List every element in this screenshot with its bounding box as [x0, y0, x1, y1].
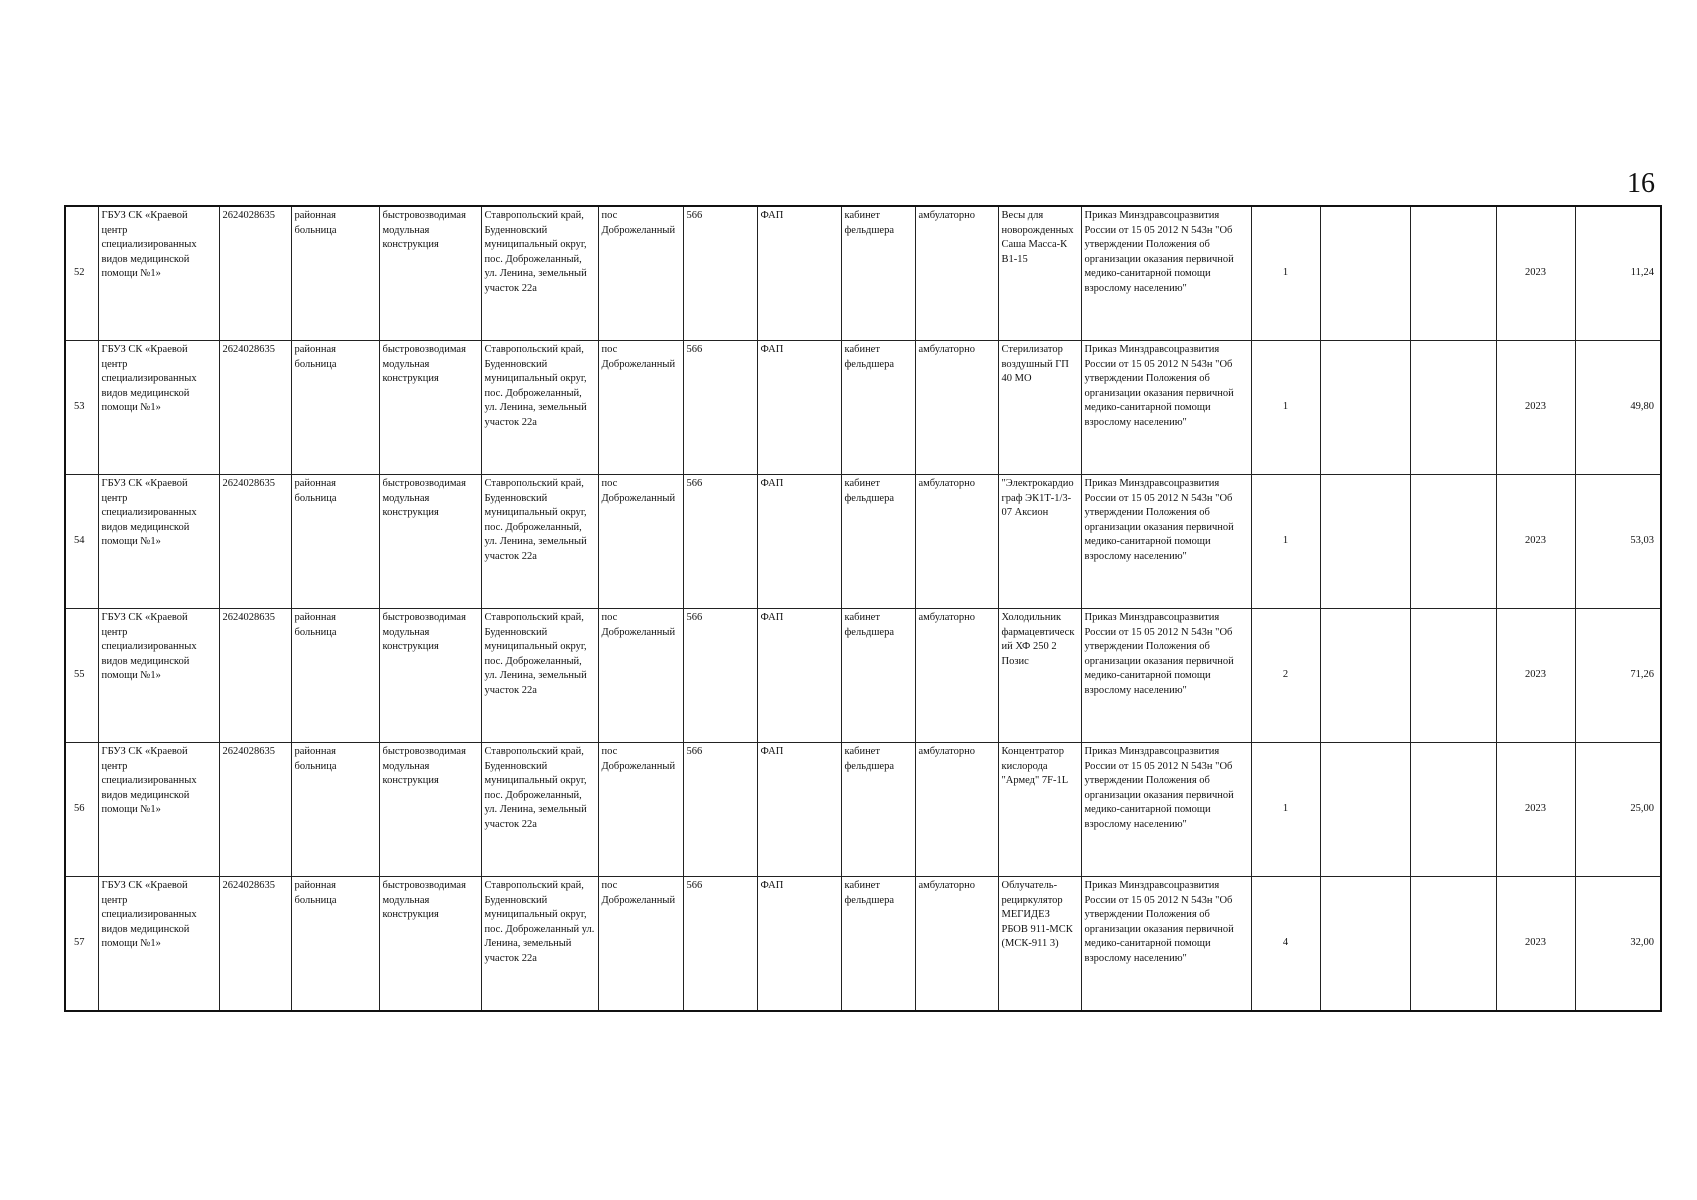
unit-cell: ФАП — [757, 743, 841, 877]
room-cell: кабинет фельдшера — [841, 877, 915, 1012]
order-cell: Приказ Минздравсоцразвития России от 15 05 2012 N 543н "Об утверждении Положения об организации оказания первичной медико-санитарной помощи взрослому населению" — [1081, 877, 1251, 1012]
room-cell: кабинет фельдшера — [841, 341, 915, 475]
inn-cell: 2624028635 — [219, 206, 291, 341]
quantity-cell: 1 — [1251, 206, 1320, 341]
construction-cell: быстровозводимая модульная конструкция — [379, 341, 481, 475]
construction-cell: быстровозводимая модульная конструкция — [379, 206, 481, 341]
table-body — [65, 206, 1661, 1011]
row-number: 52 — [65, 206, 98, 341]
year-cell: 2023 — [1496, 206, 1575, 341]
organization-cell: ГБУЗ СК «Краевой центр специализированных видов медицинской помощи №1» — [98, 743, 219, 877]
row-number: 54 — [65, 475, 98, 609]
row-number: 53 — [65, 341, 98, 475]
construction-cell: быстровозводимая модульная конструкция — [379, 877, 481, 1012]
organization-cell: ГБУЗ СК «Краевой центр специализированных видов медицинской помощи №1» — [98, 341, 219, 475]
year-cell: 2023 — [1496, 877, 1575, 1012]
facility-type-cell: районная больница — [291, 341, 379, 475]
equipment-cell: Концентратор кислорода "Армед" 7F-1L — [998, 743, 1081, 877]
table-row — [65, 743, 1661, 877]
mode-cell: амбулаторно — [915, 877, 998, 1012]
address-cell: Ставропольский край, Буденновский муниципальный округ, пос. Доброжеланный, ул. Ленина, земельный участок 22а — [481, 475, 598, 609]
equipment-cell: Стерилизатор воздушный ГП 40 МО — [998, 341, 1081, 475]
order-cell: Приказ Минздравсоцразвития России от 15 05 2012 N 543н "Об утверждении Положения об организации оказания первичной медико-санитарной помощи взрослому населению" — [1081, 475, 1251, 609]
mode-cell: амбулаторно — [915, 609, 998, 743]
unit-cell: ФАП — [757, 475, 841, 609]
room-cell: кабинет фельдшера — [841, 475, 915, 609]
room-cell: кабинет фельдшера — [841, 609, 915, 743]
table-row — [65, 475, 1661, 609]
empty-cell — [1320, 206, 1410, 341]
inn-cell: 2624028635 — [219, 743, 291, 877]
code-cell: 566 — [683, 475, 757, 609]
amount-cell: 71,26 — [1575, 609, 1661, 743]
inn-cell: 2624028635 — [219, 609, 291, 743]
mode-cell: амбулаторно — [915, 475, 998, 609]
empty-cell — [1410, 609, 1496, 743]
register-table — [64, 205, 1662, 1012]
inn-cell: 2624028635 — [219, 877, 291, 1012]
year-cell: 2023 — [1496, 475, 1575, 609]
address-cell: Ставропольский край, Буденновский муниципальный округ, пос. Доброжеланный, ул. Ленина, земельный участок 22а — [481, 609, 598, 743]
address-cell: Ставропольский край, Буденновский муниципальный округ, пос. Доброжеланный ул. Ленина, земельный участок 22а — [481, 877, 598, 1012]
empty-cell — [1410, 743, 1496, 877]
facility-type-cell: районная больница — [291, 743, 379, 877]
unit-cell: ФАП — [757, 206, 841, 341]
table-row — [65, 206, 1661, 341]
empty-cell — [1320, 475, 1410, 609]
facility-type-cell: районная больница — [291, 609, 379, 743]
room-cell: кабинет фельдшера — [841, 743, 915, 877]
construction-cell: быстровозводимая модульная конструкция — [379, 609, 481, 743]
amount-cell: 25,00 — [1575, 743, 1661, 877]
quantity-cell: 1 — [1251, 475, 1320, 609]
organization-cell: ГБУЗ СК «Краевой центр специализированных видов медицинской помощи №1» — [98, 206, 219, 341]
order-cell: Приказ Минздравсоцразвития России от 15 05 2012 N 543н "Об утверждении Положения об организации оказания первичной медико-санитарной помощи взрослому населению" — [1081, 341, 1251, 475]
address-cell: Ставропольский край, Буденновский муниципальный округ, пос. Доброжеланный, ул. Ленина, земельный участок 22а — [481, 341, 598, 475]
table-row — [65, 609, 1661, 743]
construction-cell: быстровозводимая модульная конструкция — [379, 743, 481, 877]
mode-cell: амбулаторно — [915, 206, 998, 341]
row-number: 55 — [65, 609, 98, 743]
locality-cell: пос Доброжеланный — [598, 341, 683, 475]
code-cell: 566 — [683, 743, 757, 877]
organization-cell: ГБУЗ СК «Краевой центр специализированных видов медицинской помощи №1» — [98, 609, 219, 743]
locality-cell: пос Доброжеланный — [598, 877, 683, 1012]
code-cell: 566 — [683, 206, 757, 341]
amount-cell: 49,80 — [1575, 341, 1661, 475]
row-number: 57 — [65, 877, 98, 1012]
unit-cell: ФАП — [757, 609, 841, 743]
code-cell: 566 — [683, 609, 757, 743]
order-cell: Приказ Минздравсоцразвития России от 15 05 2012 N 543н "Об утверждении Положения об организации оказания первичной медико-санитарной помощи взрослому населению" — [1081, 206, 1251, 341]
empty-cell — [1320, 609, 1410, 743]
equipment-cell: Весы для новорожденных Саша Масса-К В1-15 — [998, 206, 1081, 341]
amount-cell: 53,03 — [1575, 475, 1661, 609]
mode-cell: амбулаторно — [915, 743, 998, 877]
facility-type-cell: районная больница — [291, 877, 379, 1012]
year-cell: 2023 — [1496, 609, 1575, 743]
code-cell: 566 — [683, 341, 757, 475]
year-cell: 2023 — [1496, 743, 1575, 877]
quantity-cell: 1 — [1251, 341, 1320, 475]
locality-cell: пос Доброжеланный — [598, 206, 683, 341]
empty-cell — [1410, 206, 1496, 341]
empty-cell — [1410, 475, 1496, 609]
facility-type-cell: районная больница — [291, 475, 379, 609]
equipment-cell: Облучатель-рециркулятор МЕГИДЕЗ РБОВ 911-МСК (МСК-911 3) — [998, 877, 1081, 1012]
facility-type-cell: районная больница — [291, 206, 379, 341]
address-cell: Ставропольский край, Буденновский муниципальный округ, пос. Доброжеланный, ул. Ленина, земельный участок 22а — [481, 743, 598, 877]
equipment-cell: Холодильник фармацевтический ХФ 250 2 Позис — [998, 609, 1081, 743]
address-cell: Ставропольский край, Буденновский муниципальный округ, пос. Доброжеланный, ул. Ленина, земельный участок 22а — [481, 206, 598, 341]
order-cell: Приказ Минздравсоцразвития России от 15 05 2012 N 543н "Об утверждении Положения об организации оказания первичной медико-санитарной помощи взрослому населению" — [1081, 743, 1251, 877]
room-cell: кабинет фельдшера — [841, 206, 915, 341]
inn-cell: 2624028635 — [219, 475, 291, 609]
locality-cell: пос Доброжеланный — [598, 475, 683, 609]
organization-cell: ГБУЗ СК «Краевой центр специализированных видов медицинской помощи №1» — [98, 877, 219, 1012]
empty-cell — [1410, 341, 1496, 475]
inn-cell: 2624028635 — [219, 341, 291, 475]
amount-cell: 32,00 — [1575, 877, 1661, 1012]
amount-cell: 11,24 — [1575, 206, 1661, 341]
empty-cell — [1320, 877, 1410, 1012]
table-row — [65, 341, 1661, 475]
unit-cell: ФАП — [757, 341, 841, 475]
construction-cell: быстровозводимая модульная конструкция — [379, 475, 481, 609]
locality-cell: пос Доброжеланный — [598, 609, 683, 743]
year-cell: 2023 — [1496, 341, 1575, 475]
quantity-cell: 1 — [1251, 743, 1320, 877]
row-number: 56 — [65, 743, 98, 877]
quantity-cell: 2 — [1251, 609, 1320, 743]
page-number: 16 — [1627, 168, 1655, 199]
code-cell: 566 — [683, 877, 757, 1012]
empty-cell — [1410, 877, 1496, 1012]
empty-cell — [1320, 341, 1410, 475]
order-cell: Приказ Минздравсоцразвития России от 15 05 2012 N 543н "Об утверждении Положения об организации оказания первичной медико-санитарной помощи взрослому населению" — [1081, 609, 1251, 743]
quantity-cell: 4 — [1251, 877, 1320, 1012]
empty-cell — [1320, 743, 1410, 877]
table-row — [65, 877, 1661, 1012]
unit-cell: ФАП — [757, 877, 841, 1012]
locality-cell: пос Доброжеланный — [598, 743, 683, 877]
equipment-cell: "Электрокардиограф ЭК1Т-1/3-07 Аксион — [998, 475, 1081, 609]
organization-cell: ГБУЗ СК «Краевой центр специализированных видов медицинской помощи №1» — [98, 475, 219, 609]
mode-cell: амбулаторно — [915, 341, 998, 475]
